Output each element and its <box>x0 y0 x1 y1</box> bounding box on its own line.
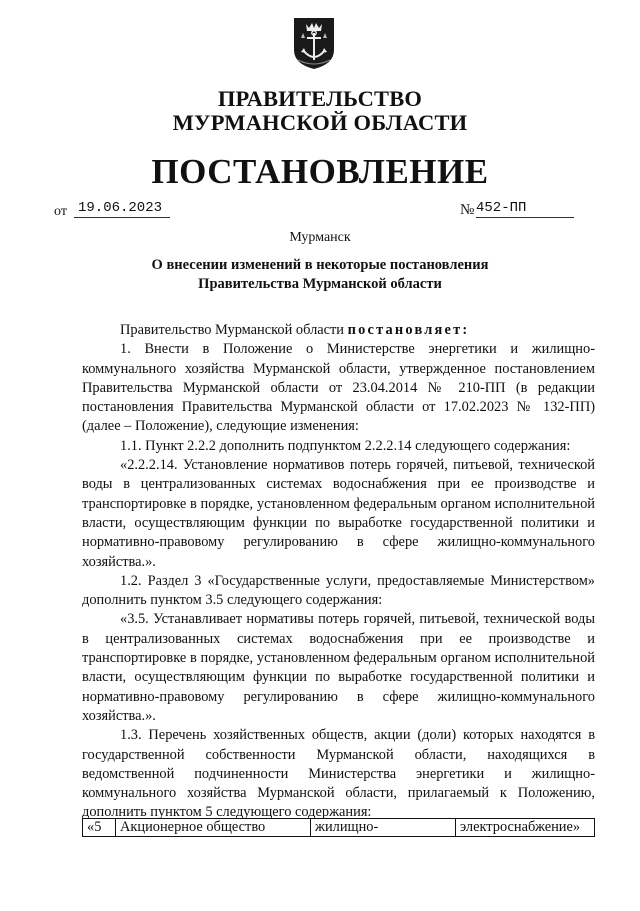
organization-name-line2: МУРМАНСКОЙ ОБЛАСТИ <box>172 110 468 135</box>
document-body <box>82 321 595 823</box>
paragraph-1-1-quote: «2.2.2.14. Установление нормативов потерь горячей, питьевой, технической воды в централизованных системах водоснабжения при ее производстве и транспортировке в порядке, установленном федеральным органом исполнительной власти, осуществляющим функции по выработке государственной политики и нормативно-правовому регулированию в сфере жилищно-коммунального хозяйства.». <box>82 457 595 570</box>
document-title-line1: О внесении изменений в некоторые постановления <box>151 257 489 273</box>
document-title-line2: Правительства Мурманской области <box>198 276 442 292</box>
document-date: 19.06.2023 <box>74 199 170 218</box>
date-prefix: от <box>54 204 67 219</box>
paragraph-1-2: 1.2. Раздел 3 «Государственные услуги, предоставляемые Министерством» дополнить пунктом 3.5 следующего содержания: <box>82 572 595 609</box>
city: Мурманск <box>289 230 351 245</box>
coat-of-arms-icon <box>292 16 336 70</box>
paragraph-1: 1. Внести в Положение о Министерстве энергетики и жилищно-коммунального хозяйства Мурманской области, утвержденное постановлением Правительства Мурманской области от 23.04.2014 № 210-ПП (в редакции постановления Правительства Мурманской области от 17.02.2023 № 132-ПП) (далее – Положение), следующие изменения: <box>82 341 595 435</box>
paragraph-1-1: 1.1. Пункт 2.2.2 дополнить подпунктом 2.2.2.14 следующего содержания: <box>120 437 571 454</box>
intro-text: Правительство Мурманской области <box>120 322 348 338</box>
document-type: ПОСТАНОВЛЕНИЕ <box>151 152 489 191</box>
paragraph-1-3: 1.3. Перечень хозяйственных обществ, акции (доли) которых находятся в государственной собственности Мурманской области, находящихся в ведомственной подчиненности Министерства энергетики и жилищно-коммунального хозяйства Мурманской области, прилагаемый к Положению, дополнить пунктом 5 следующего содержания: <box>82 727 595 821</box>
table-cell-name: Акционерное общество <box>116 819 311 837</box>
table-cell-number: «5 <box>83 819 116 837</box>
paragraph-1-2-quote: «3.5. Устанавливает нормативы потерь горячей, питьевой, технической воды в централизованных системах водоснабжения при ее производстве и транспортировке в порядке, установленном федеральным органом исполнительной власти, осуществляющим функции по выработке государственной политики и нормативно-правовому регулированию в сфере жилищно-коммунального хозяйства.». <box>82 611 595 724</box>
intro-paragraph <box>82 321 595 340</box>
table-cell-sector: жилищно- <box>311 819 456 837</box>
intro-decree-word: постановляет: <box>347 322 470 338</box>
organization-name-line1: ПРАВИТЕЛЬСТВО <box>217 86 423 111</box>
number-prefix: № <box>460 202 475 218</box>
companies-table <box>82 818 595 837</box>
table-cell-activity: электроснабжение» <box>456 819 595 837</box>
table-row <box>83 819 595 837</box>
document-number: 452-ПП <box>476 199 574 218</box>
